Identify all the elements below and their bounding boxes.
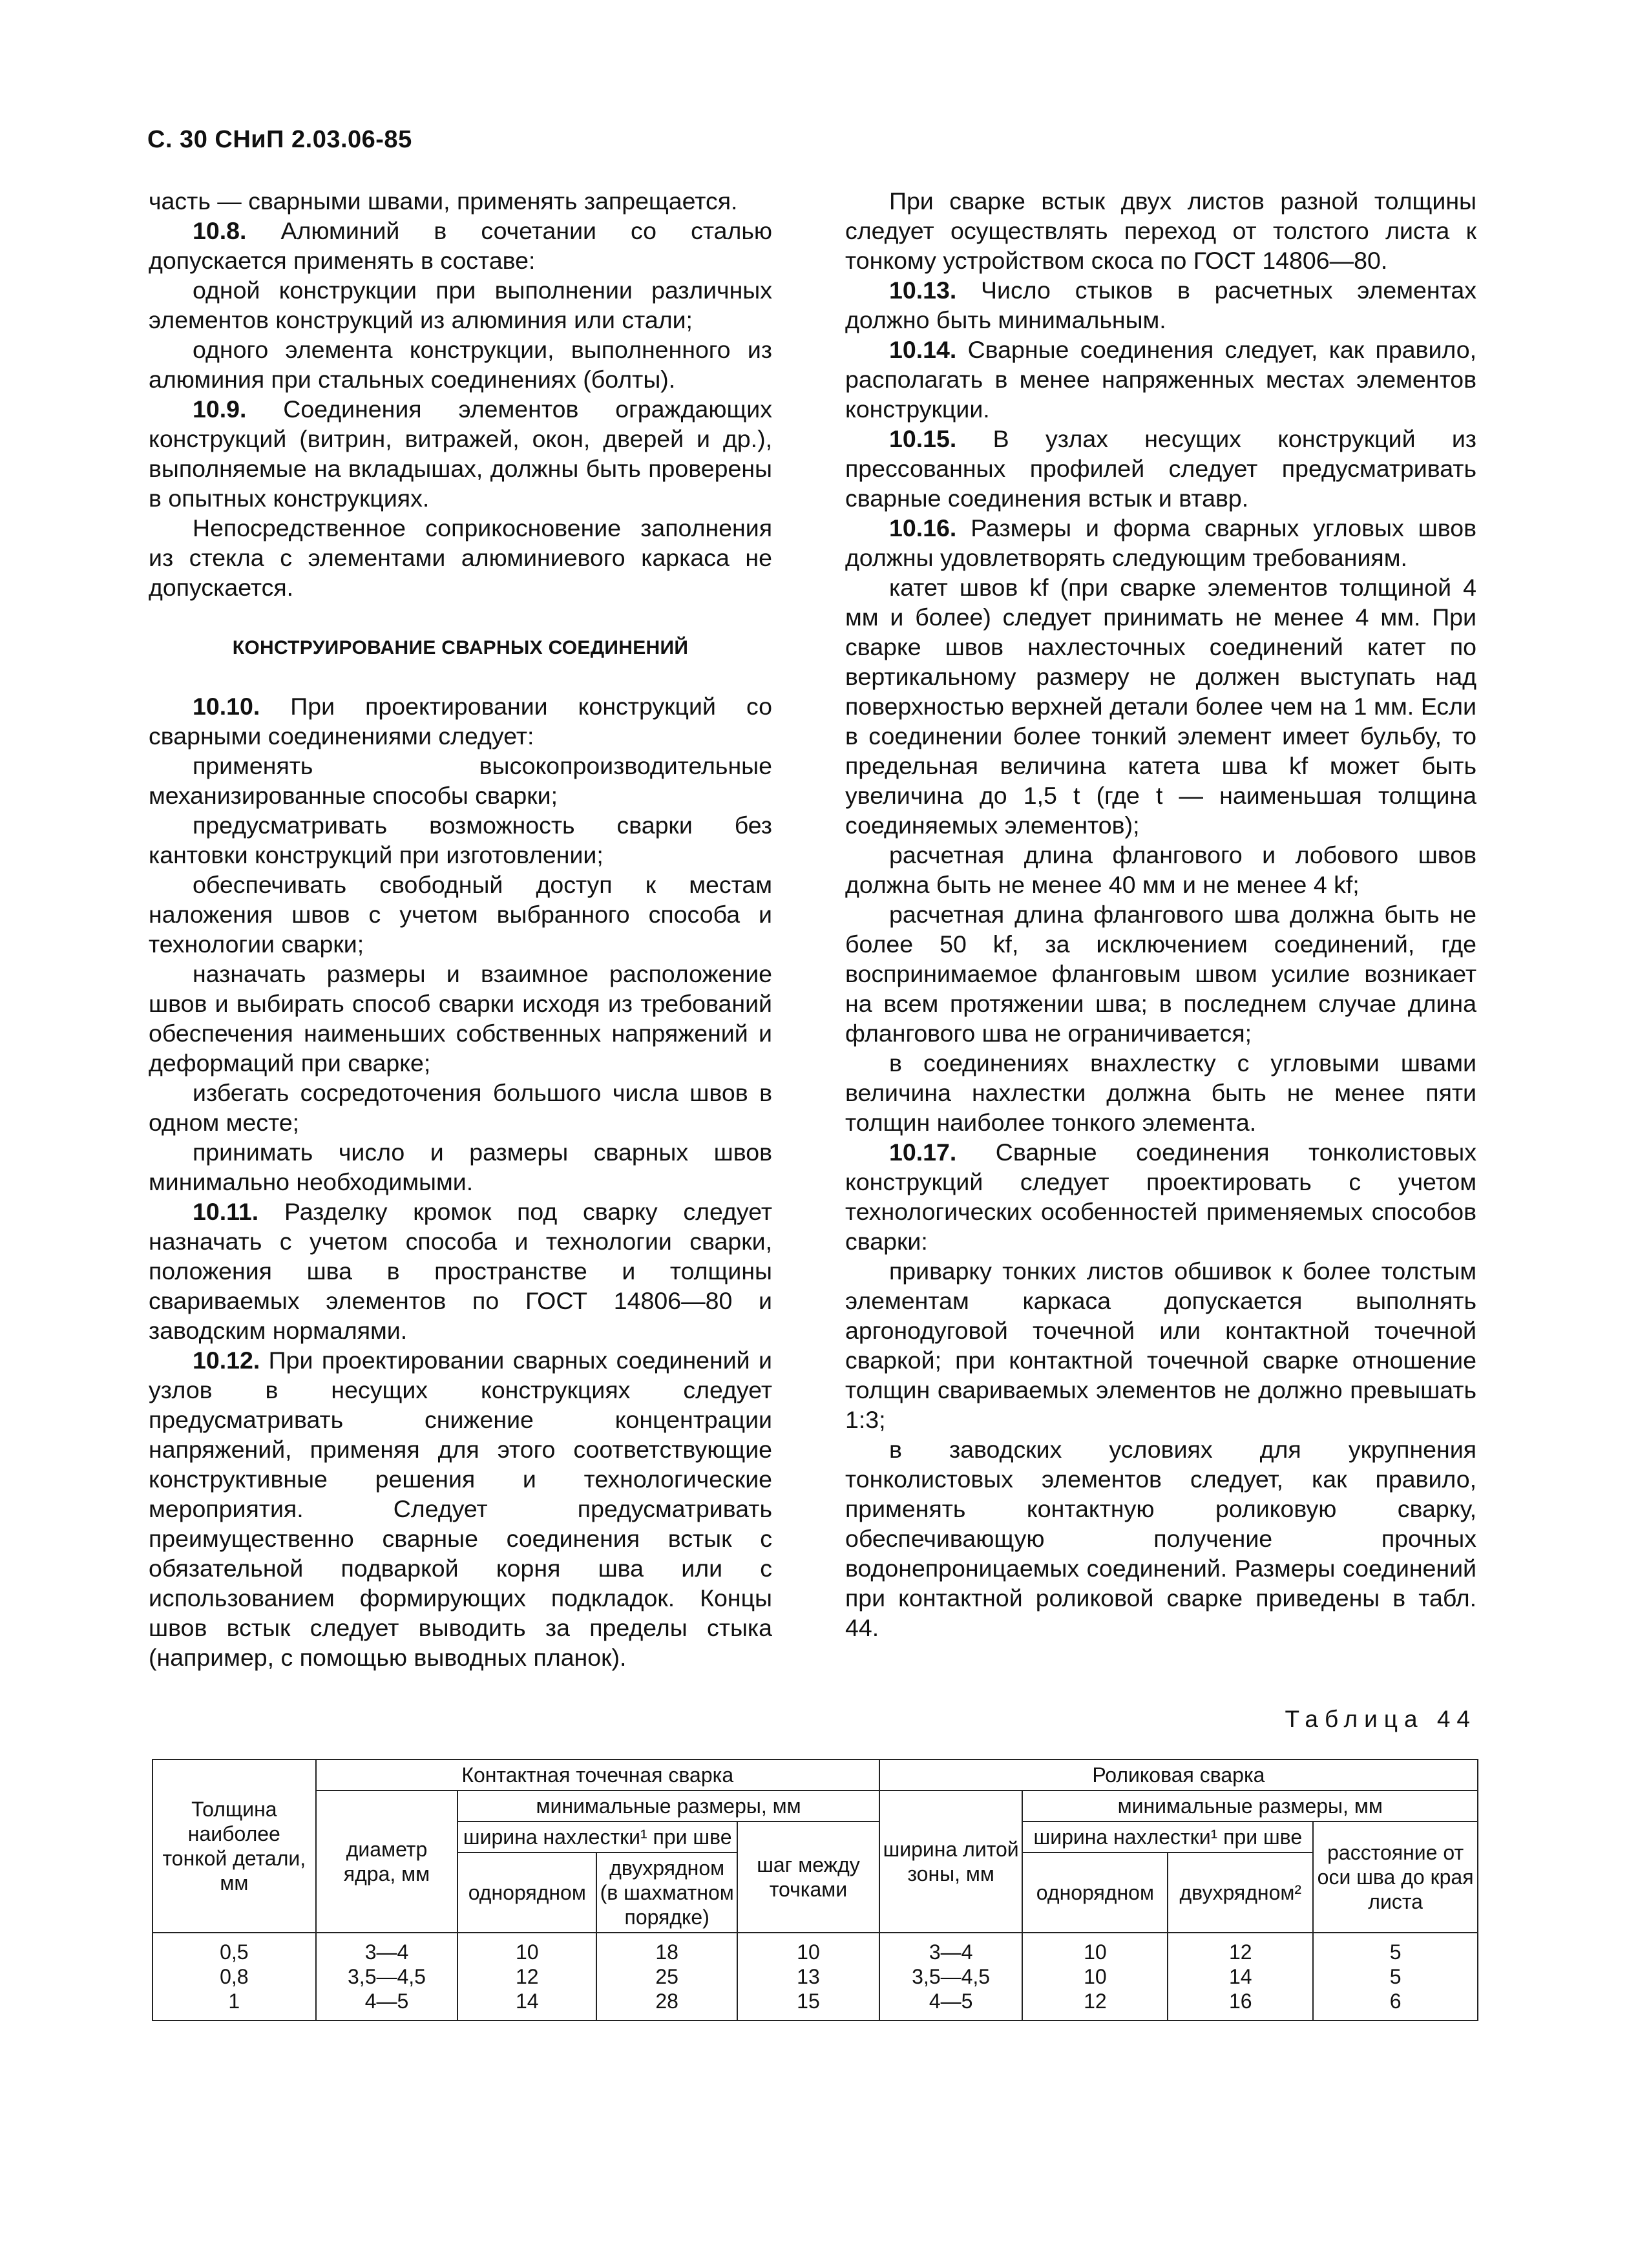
cell-double-row-roller: 12 14 16: [1168, 1933, 1313, 2021]
page-header: С. 30 СНиП 2.03.06-85: [147, 126, 412, 153]
header-overlap-width: ширина нахлестки¹ при шве: [457, 1822, 737, 1853]
paragraph: обеспечивать свободный доступ к местам наложения швов с учетом выбранного способа и технологии сварки;: [149, 871, 772, 958]
clause-number: 10.10.: [193, 693, 260, 720]
header-thickness: Толщина наиболее тонкой детали, мм: [152, 1759, 316, 1933]
header-core-diameter: диаметр ядра, мм: [316, 1790, 458, 1933]
paragraph: применять высокопроизводительные механизированные способы сварки;: [149, 752, 772, 809]
clause-number: 10.8.: [193, 217, 247, 244]
paragraph: Непосредственное соприкосновение заполнения из стекла с элементами алюминиевого каркаса не допускается.: [149, 514, 772, 601]
clause-text: Алюминий в сочетании со сталью допускается применять в составе:: [149, 217, 772, 274]
cell-cast-zone-width: 3—4 3,5—4,5 4—5: [879, 1933, 1023, 2021]
clause-number: 10.9.: [193, 395, 247, 423]
header-double-row: двухрядном²: [1168, 1853, 1313, 1933]
paragraph-10-16: [845, 513, 1476, 572]
clause-text: Разделку кромок под сварку следует назначать с учетом способа и технологии сварки, положения шва в пространстве и толщины свариваемых элементов по ГОСТ 14806—80 и заводским нормалями.: [149, 1198, 772, 1344]
paragraph: в заводских условиях для укрупнения тонколистовых элементов следует, как правило, применять контактную роликовую сварку, обеспечивающую получение прочных водонепроницаемых соединений. Размеры соединений при контактной роликовой сварке приведены в табл. 44.: [845, 1436, 1476, 1641]
table-caption: Таблица 44: [1285, 1706, 1476, 1732]
header-single-row: однорядном: [1022, 1853, 1168, 1933]
paragraph: часть — сварными швами, применять запрещается.: [149, 187, 738, 215]
header-spot-welding: Контактная точечная сварка: [316, 1759, 879, 1790]
section-heading: КОНСТРУИРОВАНИЕ СВАРНЫХ СОЕДИНЕНИЙ: [232, 637, 689, 658]
clause-text: Число стыков в расчетных элементах должно быть минимальным.: [845, 277, 1476, 333]
paragraph-10-12: [149, 1345, 772, 1672]
clause-text: Соединения элементов ограждающих конструкций (витрин, витражей, окон, дверей и др.), выполняемые на вкладышах, должны быть проверены в опытных конструкциях.: [149, 395, 772, 512]
cell-core-diameter: 3—4 3,5—4,5 4—5: [316, 1933, 458, 2021]
cell-edge-distance: 5 5 6: [1313, 1933, 1478, 2021]
header-point-step: шаг между точками: [737, 1822, 879, 1933]
clause-text: Размеры и форма сварных угловых швов должны удовлетворять следующим требованиям.: [845, 514, 1476, 571]
cell-single-row-roller: 10 10 12: [1022, 1933, 1168, 2021]
clause-number: 10.16.: [889, 514, 957, 541]
table-row: [152, 1933, 1478, 2021]
cell-point-step: 10 13 15: [737, 1933, 879, 2021]
paragraph: одного элемента конструкции, выполненного из алюминия при стальных соединениях (болты).: [149, 336, 772, 393]
paragraph: предусматривать возможность сварки без кантовки конструкций при изготовлении;: [149, 812, 772, 868]
clause-number: 10.12.: [193, 1347, 260, 1374]
header-single-row: однорядном: [457, 1853, 596, 1933]
header-min-sizes: минимальные размеры, мм: [457, 1790, 879, 1822]
header-edge-distance: расстояние от оси шва до края листа: [1313, 1822, 1478, 1933]
paragraph-10-10: [149, 691, 772, 751]
clause-text: При проектировании сварных соединений и узлов в несущих конструкциях следует предусматривать снижение концентрации напряжений, применяя для этого соответствующие конструктивные решения и технологические мероприятия. Следует предусматривать преимущественно сварные соединения встык с обязательной подваркой корня шва или с использованием формирующих подкладок. Концы швов встык следует выводить за пределы стыка (например, с помощью выводных планок).: [149, 1347, 772, 1671]
cell-double-row: 18 25 28: [596, 1933, 737, 2021]
left-column: [149, 186, 772, 1672]
paragraph-10-15: [845, 424, 1476, 513]
cell-thickness: 0,5 0,8 1: [152, 1933, 316, 2021]
clause-text: Сварные соединения тонколистовых конструкций следует проектировать с учетом технологических особенностей применяемых способов сварки:: [845, 1139, 1476, 1255]
paragraph: приварку тонких листов обшивок к более толстым элементам каркаса допускается выполнять аргонодуговой точечной или контактной точечной сваркой; при контактной точечной сварке отношение толщин свариваемых элементов не должно превышать 1:3;: [845, 1257, 1476, 1433]
paragraph-10-8: [149, 216, 772, 275]
paragraph: в соединениях внахлестку с угловыми швами величина нахлестки должна быть не менее пяти толщин наиболее тонкого элемента.: [845, 1049, 1476, 1136]
clause-text: В узлах несущих конструкций из прессованных профилей следует предусматривать сварные соединения встык и втавр.: [845, 425, 1476, 512]
cell-single-row: 10 12 14: [457, 1933, 596, 2021]
paragraph: назначать размеры и взаимное расположение швов и выбирать способ сварки исходя из требований обеспечения наименьших собственных напряжений и деформаций при сварке;: [149, 960, 772, 1076]
header-min-sizes: минимальные размеры, мм: [1022, 1790, 1478, 1822]
paragraph: катет швов kf (при сварке элементов толщиной 4 мм и более) следует принимать не менее 4 мм. При сварке швов нахлесточных соединений катет по вертикальному размеру не должен выступать над поверхностью верхней детали более чем на 1 мм. Если в соединении более тонкий элемент имеет бульбу, то предельная величина катета шва kf может быть увеличина до 1,5 t (где t — наименьшая толщина соединяемых элементов);: [845, 574, 1476, 839]
clause-number: 10.17.: [889, 1139, 957, 1166]
table-44: [152, 1759, 1478, 2021]
header-double-row: двухрядном (в шахматном порядке): [596, 1853, 737, 1933]
paragraph: При сварке встык двух листов разной толщины следует осуществлять переход от толстого листа к тонкому устройством скоса по ГОСТ 14806—80.: [845, 187, 1476, 274]
clause-number: 10.15.: [889, 425, 957, 452]
paragraph: одной конструкции при выполнении различных элементов конструкций из алюминия или стали;: [149, 277, 772, 333]
paragraph: принимать число и размеры сварных швов минимально необходимыми.: [149, 1139, 772, 1195]
header-roller-welding: Роликовая сварка: [879, 1759, 1478, 1790]
paragraph: расчетная длина флангового шва должна быть не более 50 kf, за исключением соединений, где воспринимаемое фланговым швом усилие возникает на всем протяжении шва; в последнем случае длина флангового шва не ограничивается;: [845, 901, 1476, 1047]
paragraph-10-14: [845, 335, 1476, 424]
paragraph-10-13: [845, 275, 1476, 335]
clause-number: 10.11.: [193, 1198, 259, 1225]
clause-text: Сварные соединения следует, как правило, располагать в менее напряженных местах элементов конструкции.: [845, 336, 1476, 423]
paragraph: расчетная длина флангового и лобового швов должна быть не менее 40 мм и не менее 4 kf;: [845, 841, 1476, 898]
paragraph-10-9: [149, 394, 772, 513]
clause-number: 10.14.: [889, 336, 957, 363]
clause-number: 10.13.: [889, 277, 957, 304]
right-column: [845, 186, 1476, 1643]
header-overlap-width: ширина нахлестки¹ при шве: [1022, 1822, 1313, 1853]
paragraph: избегать сосредоточения большого числа швов в одном месте;: [149, 1079, 772, 1136]
clause-text: При проектировании конструкций со сварными соединениями следует:: [149, 693, 772, 750]
header-cast-zone-width: ширина литой зоны, мм: [879, 1790, 1023, 1933]
paragraph-10-11: [149, 1197, 772, 1345]
paragraph-10-17: [845, 1137, 1476, 1256]
